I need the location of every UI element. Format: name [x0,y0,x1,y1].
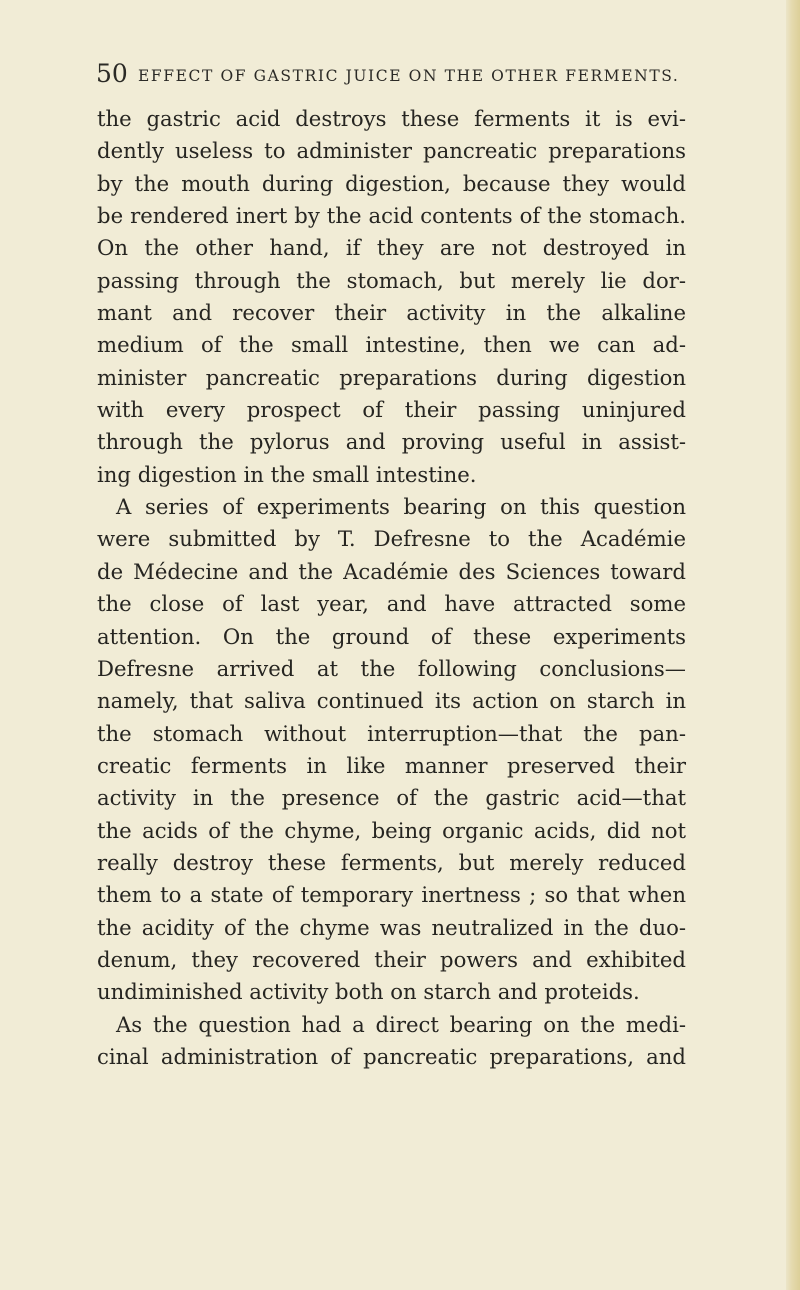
text-line: On the other hand, if they are not destroyed in [97,235,686,261]
text-line: the stomach without interruption—that the pan- [97,720,686,746]
text-line: with every prospect of their passing uninjured [97,397,686,423]
text-line: mant and recover their activity in the alkaline [97,300,686,326]
text-line: creatic ferments in like manner preserved their [97,752,686,778]
text-line: them to a state of temporary inertness ; so that when [97,882,686,908]
page-edge-shadow [786,0,800,1290]
text-line: attention. On the ground of these experiments [97,623,686,649]
text-line: namely, that saliva continued its action on starch in [97,688,686,714]
text-line: passing through the stomach, but merely lie dor- [97,267,686,293]
text-line: the gastric acid destroys these ferments it is evi- [97,106,686,131]
text-line: ing digestion in the small intestine. [97,461,477,487]
text-line: the close of last year, and have attracted some [97,591,686,617]
text-line: really destroy these ferments, but merely reduced [97,849,686,875]
text-line: activity in the presence of the gastric acid—that [97,785,686,811]
text-line: As the question had a direct bearing on the medi- [116,1011,686,1037]
text-line: minister pancreatic preparations during digestion [97,364,686,390]
text-line: medium of the small intestine, then we can ad- [97,332,686,358]
text-line: by the mouth during digestion, because they would [97,170,686,196]
text-line: through the pylorus and proving useful in assist- [97,429,686,455]
text-line: the acids of the chyme, being organic acids, did not [97,817,686,843]
text-line: Defresne arrived at the following conclusions— [97,655,686,681]
text-line: denum, they recovered their powers and exhibited [97,946,686,972]
text-line: be rendered inert by the acid contents of the stomach. [97,203,686,229]
body-text [97,103,686,1073]
page-header [96,58,696,90]
text-line: dently useless to administer pancreatic preparations [97,138,686,164]
running-head: EFFECT OF GASTRIC JUICE ON THE OTHER FERMENTS. [138,67,680,85]
text-line: were submitted by T. Defresne to the Académie [97,526,686,552]
page-number: 50 [96,59,128,88]
text-line: cinal administration of pancreatic preparations, and [97,1043,686,1069]
text-line: de Médecine and the Académie des Sciences toward [97,558,686,584]
text-line: A series of experiments bearing on this question [116,494,686,520]
text-line: undiminished activity both on starch and proteids. [97,979,640,1005]
text-line: the acidity of the chyme was neutralized in the duo- [97,914,686,940]
